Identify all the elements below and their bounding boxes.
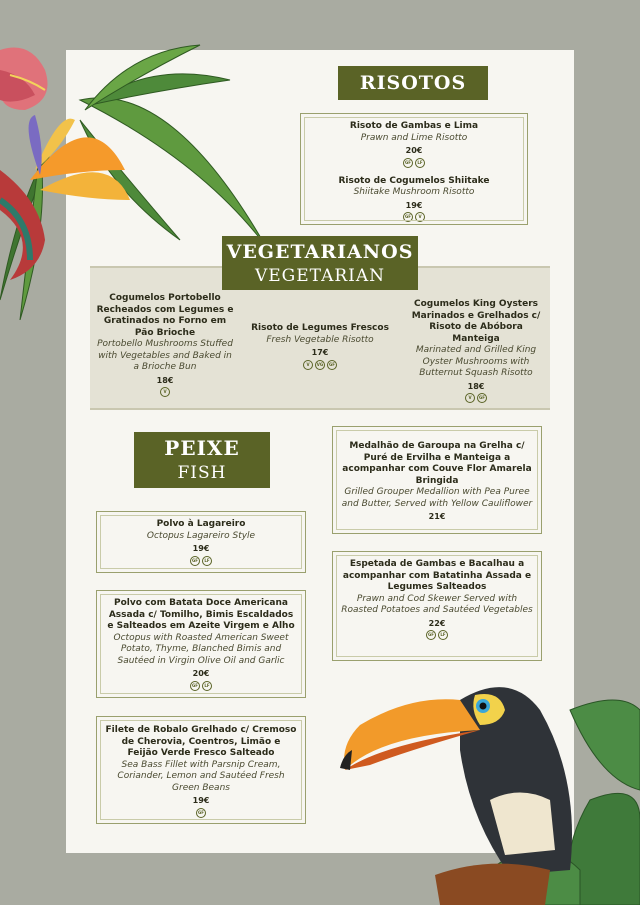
fish-title: PEIXE bbox=[164, 436, 240, 460]
gluten-free-icon: GF bbox=[190, 681, 200, 691]
vegetarian-subtitle: VEGETARIAN bbox=[254, 266, 386, 286]
dish-name: Espetada de Gambas e Bacalhau a acompanhar com Batatinha Assada e Legumes Salteados bbox=[342, 559, 532, 592]
dish-translation: Prawn and Cod Skewer Served with Roasted Potatoes and Sautéed Vegetables bbox=[341, 593, 533, 615]
dish-translation: Marinated and Grilled King Oyster Mushrooms with Butternut Squash Risotto bbox=[415, 345, 537, 378]
vegetarian-icon: V bbox=[303, 360, 313, 370]
dish-translation: Octopus with Roasted American Sweet Potato, Thyme, Blanched Bimis and Sautéed in Virgin Olive Oil and Garlic bbox=[113, 632, 289, 666]
dish-price: 22€ bbox=[428, 618, 446, 628]
dish-name: Medalhão de Garoupa na Grelha c/ Puré de Ervilha e Manteiga a acompanhar com Couve Flor Amarela Bringida bbox=[342, 441, 532, 486]
dish-translation: Grilled Grouper Medallion with Pea Puree and Butter, Served with Yellow Cauliflower bbox=[341, 487, 533, 509]
dish-price: 20€ bbox=[192, 669, 210, 678]
dish-translation: Sea Bass Fillet with Parsnip Cream, Coriander, Lemon and Sautéed Fresh Green Beans bbox=[117, 759, 285, 793]
list-item bbox=[301, 176, 527, 225]
toucan-illustration bbox=[340, 670, 640, 905]
lactose-free-icon: LF bbox=[202, 556, 212, 566]
dish-translation: Octopus Lagareiro Style bbox=[146, 530, 256, 541]
dish-card bbox=[332, 426, 542, 534]
dish-price: 21€ bbox=[428, 512, 446, 521]
dish-name: Risoto de Legumes Frescos bbox=[251, 323, 389, 333]
dish-price: 19€ bbox=[192, 544, 210, 553]
dish-name: Risoto de Gambas e Lima bbox=[349, 121, 479, 131]
dish-price: 18€ bbox=[156, 375, 174, 385]
lactose-free-icon: LF bbox=[415, 158, 425, 168]
dish-translation: Prawn and Lime Risotto bbox=[360, 132, 468, 143]
gluten-free-icon: GF bbox=[477, 393, 487, 403]
lactose-free-icon: LF bbox=[438, 630, 448, 640]
gluten-free-icon: GF bbox=[196, 808, 206, 818]
gluten-free-icon: GF bbox=[190, 556, 200, 566]
dish-name: Risoto de Cogumelos Shiitake bbox=[338, 175, 490, 186]
fish-banner bbox=[134, 432, 270, 488]
dish-price: 20€ bbox=[405, 146, 423, 155]
dish-card bbox=[332, 551, 542, 661]
vegetarian-title: VEGETARIANOS bbox=[226, 241, 414, 263]
dish-name: Polvo com Batata Doce Americana Assada c/ Tomilho, Bimis Escaldados e Salteados em Azeite Virgem e Alho bbox=[107, 598, 295, 631]
gluten-free-icon: GF bbox=[403, 158, 413, 168]
lactose-free-icon: LF bbox=[202, 681, 212, 691]
dish-price: 19€ bbox=[192, 796, 210, 805]
dish-translation: Fresh Vegetable Risotto bbox=[266, 334, 374, 345]
list-item bbox=[245, 323, 395, 372]
dish-price: 17€ bbox=[311, 348, 329, 357]
dish-name: Cogumelos Portobello Recheados com Legumes e Gratinados no Forno em Pão Brioche bbox=[96, 293, 234, 338]
dish-translation: Portobello Mushrooms Stuffed with Vegetables and Baked in a Brioche Bun bbox=[97, 339, 233, 372]
risotos-banner bbox=[338, 66, 488, 100]
dish-price: 18€ bbox=[467, 381, 485, 391]
list-item bbox=[301, 121, 527, 170]
vegetarian-icon: V bbox=[160, 387, 170, 397]
risotos-card bbox=[300, 113, 528, 225]
dish-price: 19€ bbox=[405, 200, 423, 210]
list-item bbox=[405, 299, 547, 405]
risotos-title: RISOTOS bbox=[359, 72, 467, 94]
dish-translation: Shiitake Mushroom Risotto bbox=[353, 187, 475, 197]
vegan-icon: VG bbox=[315, 360, 325, 370]
dish-name: Polvo à Lagareiro bbox=[156, 519, 246, 529]
dish-card bbox=[96, 590, 306, 698]
vegetarian-icon: V bbox=[465, 393, 475, 403]
gluten-free-icon: GF bbox=[327, 360, 337, 370]
dish-name: Cogumelos King Oysters Marinados e Grelhados c/ Risoto de Abóbora Manteiga bbox=[411, 299, 541, 344]
gluten-free-icon: GF bbox=[403, 212, 413, 222]
list-item bbox=[95, 293, 235, 399]
vegetarian-icon: V bbox=[415, 212, 425, 222]
vegetarian-banner bbox=[222, 236, 418, 290]
dish-name: Filete de Robalo Grelhado c/ Cremoso de Cherovia, Coentros, Limão e Feijão Verde Fresco Salteado bbox=[105, 725, 297, 758]
dish-card bbox=[96, 511, 306, 573]
fish-subtitle: FISH bbox=[177, 463, 227, 483]
gluten-free-icon: GF bbox=[426, 630, 436, 640]
dish-card bbox=[96, 716, 306, 824]
